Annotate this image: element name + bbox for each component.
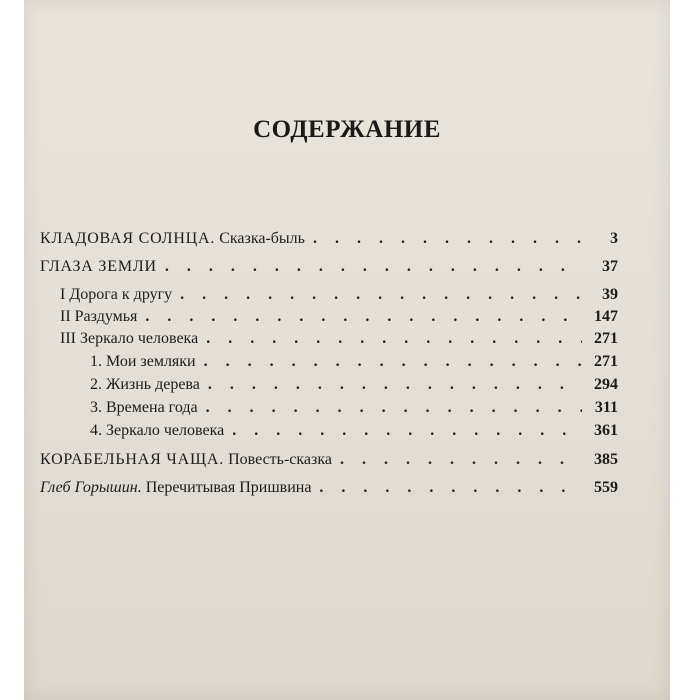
toc-page-number: 271 <box>594 330 618 347</box>
leader-dots <box>340 451 582 469</box>
toc-page-number: 311 <box>594 399 618 416</box>
toc-entry-zerkalo-cheloveka-4 <box>90 422 618 446</box>
toc-entry-zerkalo-cheloveka <box>60 330 618 354</box>
leader-dots <box>319 479 582 497</box>
toc-entry-label: 4. Зеркало человека <box>90 422 225 439</box>
toc-entry-label: 3. Времена года <box>90 399 198 416</box>
toc-page-number: 385 <box>594 451 618 468</box>
leader-dots <box>313 230 582 248</box>
toc-entry-razdumya <box>60 308 618 332</box>
toc-page-number: 294 <box>594 376 618 393</box>
toc-entry-vremena-goda <box>90 399 618 423</box>
leader-dots <box>165 258 582 276</box>
toc-entry-gorishin-afterword <box>40 479 618 503</box>
leader-dots <box>232 422 582 440</box>
toc-entry-label: II Раздумья <box>60 308 138 325</box>
leader-dots <box>145 308 582 326</box>
leader-dots <box>206 399 582 417</box>
toc-entry-label: 2. Жизнь дерева <box>90 376 200 393</box>
toc-page-number: 3 <box>610 230 618 247</box>
leader-dots <box>180 286 582 304</box>
leader-dots <box>208 376 582 394</box>
toc-entry-label: ГЛАЗА ЗЕМЛИ <box>40 258 157 275</box>
book-page <box>24 0 670 700</box>
toc-entry-kladovaya-solntsa <box>40 230 618 254</box>
toc-entry-label: КЛАДОВАЯ СОЛНЦА. Сказка-быль <box>40 230 305 247</box>
toc-page-number: 559 <box>594 479 618 496</box>
toc-page-number: 39 <box>602 286 618 303</box>
toc-page-number: 147 <box>594 308 618 325</box>
toc-entry-korabelnaya-chashcha <box>40 451 618 475</box>
toc-entry-zhizn-dereva <box>90 376 618 400</box>
page-title: СОДЕРЖАНИЕ <box>253 116 441 143</box>
toc-page-number: 361 <box>594 422 618 439</box>
toc-page-number: 271 <box>594 353 618 370</box>
toc-entry-label: III Зеркало человека <box>60 330 199 347</box>
toc-entry-label: I Дорога к другу <box>60 286 173 303</box>
leader-dots <box>206 330 582 348</box>
toc-entry-doroga-k-drugu <box>60 286 618 310</box>
toc-entry-glaza-zemli <box>40 258 618 282</box>
toc-entry-moi-zemlyaki <box>90 353 618 377</box>
toc-entry-label: КОРАБЕЛЬНАЯ ЧАЩА. Повесть-сказка <box>40 451 332 468</box>
table-of-contents <box>24 0 670 700</box>
toc-entry-label: 1. Мои земляки <box>90 353 196 370</box>
toc-page-number: 37 <box>602 258 618 275</box>
toc-entry-label: Глеб Горышин. Перечитывая Пришвина <box>40 479 312 496</box>
leader-dots <box>204 353 582 371</box>
